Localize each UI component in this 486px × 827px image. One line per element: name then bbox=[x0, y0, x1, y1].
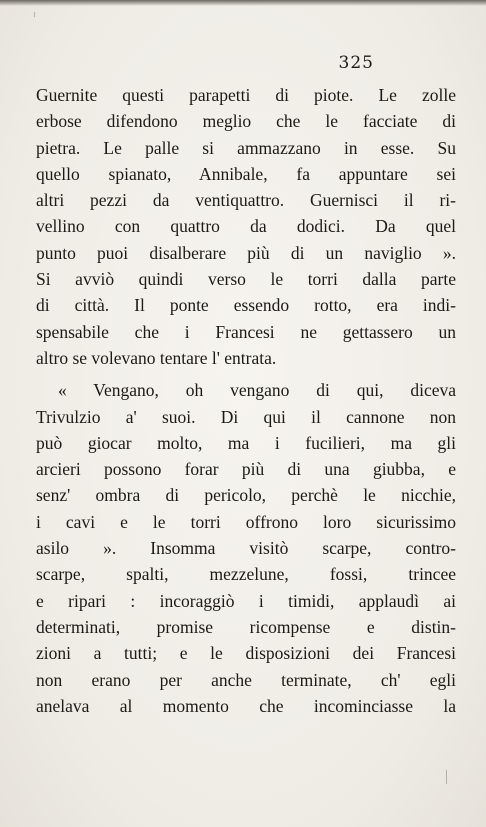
text-line: scarpe, spalti, mezzelune, fossi, trincee bbox=[36, 564, 456, 585]
paragraph-2 bbox=[36, 377, 456, 719]
text-line: quello spianato, Annibale, fa appuntare sei bbox=[36, 163, 456, 184]
text-line: punto puoi disalberare più di un naviglio ». bbox=[36, 242, 456, 263]
text-line: vellino con quattro da dodici. Da quel bbox=[36, 216, 456, 237]
text-line: altri pezzi da ventiquattro. Guernisci il ri- bbox=[36, 190, 456, 211]
paper-speck bbox=[34, 12, 35, 17]
text-line: « Vengano, oh vengano di qui, diceva bbox=[58, 380, 456, 401]
text-line: zioni a tutti; e le disposizioni dei Francesi bbox=[36, 643, 456, 664]
paper-speck bbox=[446, 770, 447, 784]
text-line: non erano per anche terminate, ch' egli bbox=[36, 669, 456, 690]
text-line: arcieri possono forar più di una giubba, e bbox=[36, 459, 456, 480]
text-line: di città. Il ponte essendo rotto, era indi- bbox=[36, 295, 456, 316]
text-line: erbose difendono meglio che le facciate di bbox=[36, 111, 456, 132]
page-number: 325 bbox=[338, 53, 374, 73]
text-line: i cavi e le torri offrono loro sicurissimo bbox=[36, 511, 456, 532]
body-text bbox=[36, 82, 456, 719]
text-line: spensabile che i Francesi ne gettassero un bbox=[36, 321, 456, 342]
text-line: asilo ». Insomma visitò scarpe, contro- bbox=[36, 538, 456, 559]
text-line: può giocar molto, ma i fucilieri, ma gli bbox=[36, 432, 456, 453]
page-top-shadow bbox=[0, 0, 486, 6]
text-line: e ripari : incoraggiò i timidi, applaudì ai bbox=[36, 590, 456, 611]
text-line: pietra. Le palle si ammazzano in esse. Su bbox=[36, 137, 456, 158]
text-line: senz' ombra di pericolo, perchè le nicchie, bbox=[36, 485, 456, 506]
text-line: altro se volevano tentare l' entrata. bbox=[36, 347, 277, 368]
text-line: Si avviò quindi verso le torri dalla parte bbox=[36, 269, 456, 290]
text-line: Guernite questi parapetti di piote. Le zolle bbox=[36, 85, 456, 105]
paragraph-1 bbox=[36, 82, 456, 371]
text-line: determinati, promise ricompense e distin- bbox=[36, 616, 456, 637]
text-line: Trivulzio a' suoi. Di qui il cannone non bbox=[36, 406, 456, 427]
text-line: anelava al momento che incominciasse la bbox=[36, 695, 456, 716]
